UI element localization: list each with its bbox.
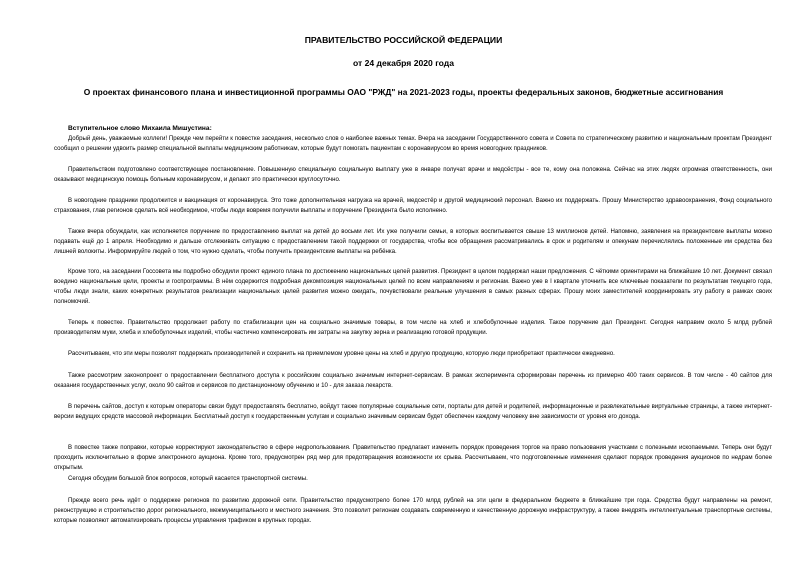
paragraph-5: Кроме того, на заседании Госсовета мы подробно обсудили проект единого плана по достижению национальных целей развития. Президент в целом поддержал наши предложения. С чёткими ориентирами на ближайшие 10 лет. Документ связал воедино национальные цели, проекты и госпрограммы. В нём содержится подробная декомпозиция национальных целей по всем направлениям и регионам. Важно уже в I квартале уточнить все ключевые показатели по результатам текущего года, чтобы люди знали, каких конкретных результатов реализации национальных целей развития можно ожидать, почувствовали реальные улучшения в самых разных сферах. Прошу моих заместителей координировать эту работу в рамках своих полномочий.: [54, 268, 772, 305]
paragraph-11: Сегодня обсудим большой блок вопросов, который касается транспортной системы.: [68, 475, 308, 482]
paragraph-6: Теперь к повестке. Правительство продолжает работу по стабилизации цен на социально значимые товары, в том числе на хлеб и хлебобулочные изделия. Такое поручение дал Президент. Сегодня направим около 5 млрд рублей производителям муки, хлеба и хлебобулочных изделий, чтобы частично компенсировать им затраты на закупку зерна и реализацию готовой продукции.: [54, 319, 772, 336]
paragraph-7: Рассчитываем, что эти меры позволят поддержать производителей и сохранить на приемлемом уровне цены на хлеб и другую продукцию, которую люди приобретают практически ежедневно.: [68, 350, 615, 357]
speaker-heading: Вступительное слово Михаила Мишустина:: [68, 125, 212, 132]
paragraph-1: Добрый день, уважаемые коллеги! Прежде чем перейти к повестке заседания, несколько слов о наиболее важных темах. Вчера на заседании Государственного совета и Совета по стратегическому развитию и национальным проектам Президент сообщил о решении удвоить размер специальной выплаты медицинским работникам, которые будут помогать пациентам с коронавирусом во время новогодних праздников.: [54, 135, 772, 152]
document-date: от 24 декабря 2020 года: [352, 58, 455, 68]
paragraph-9: В перечень сайтов, доступ к которым операторы связи будут предоставлять бесплатно, войдут также популярные социальные сети, порталы для детей и родителей, информационные и развлекательные виртуальные страницы, а также интернет-версии ведущих средств массовой информации. Бесплатный доступ к государственным услугам и социально значимым сервисам будет обеспечен каждому человеку вне зависимости от уровня его дохода.: [54, 403, 772, 420]
paragraph-4: Также вчера обсуждали, как исполняется поручение по предоставлению выплат на детей до восьми лет. Их уже получили семьи, в которых воспитывается свыше 13 миллионов детей. Напомню, заявления на президентские выплаты можно подавать ещё до 1 апреля. Необходимо и дальше отслеживать ситуацию с предоставлением такой поддержки от государства, чтобы все обращения рассматривались в срок и родителям и опекунам перечислялись положенные им средства без лишней волокиты. Информируйте людей о том, что нужно сделать, чтобы получить президентские выплаты на ребёнка.: [54, 228, 772, 255]
paragraph-3: В новогодние праздники продолжится и вакцинация от коронавируса. Это тоже дополнительная нагрузка на врачей, медсестёр и другой медицинский персонал. Важно их поддержать. Прошу Министерство здравоохранения, Фонд социального страхования, глав регионов сделать всё необходимое, чтобы люди вовремя получили выплаты и поручение Президента было исполнено.: [54, 197, 772, 214]
paragraph-10: В повестке также поправки, которые корректируют законодательство в сфере недропользования. Правительство предлагает изменить порядок проведения торгов на право пользования участками с полезными ископаемыми. Теперь они будут проходить исключительно в форме электронного аукциона. Кроме того, предусмотрен ряд мер для предотвращения возможности их срыва. Рассчитываем, что подготовленные изменения сделают порядок проведения аукционов по недрам более открытым.: [54, 444, 772, 471]
government-heading: ПРАВИТЕЛЬСТВО РОССИЙСКОЙ ФЕДЕРАЦИИ: [304, 35, 503, 45]
document-title: О проектах финансового плана и инвестиционной программы ОАО "РЖД" на 2021-2023 годы, проекты федеральных законов, бюджетные ассигнования: [83, 87, 724, 97]
paragraph-8: Также рассмотрим законопроект о предоставлении бесплатного доступа к российским социально значимым интернет-сервисам. В рамках эксперимента сформирован перечень из примерно 400 таких сервисов. В том числе - 40 сайтов для оказания государственных услуг, около 90 сайтов и сервисов по дистанционному обучению и 10 - для заказа лекарств.: [54, 372, 772, 389]
paragraph-12: Прежде всего речь идёт о поддержке регионов по развитию дорожной сети. Правительство предусмотрело более 170 млрд рублей на эти цели в федеральном бюджете в ближайшие три года. Средства будут направлены на ремонт, реконструкцию и строительство дорог регионального, межмуниципального и местного значения. Это позволит регионам создавать современную и качественную дорожную инфраструктуру, а также внедрять интеллектуальные транспортные системы, которые позволяют автоматизировать процессы управления трафиком в крупных городах.: [54, 497, 772, 524]
paragraph-2: Правительством подготовлено соответствующее постановление. Повышенную специальную социальную выплату уже в январе получат врачи и медсёстры - все те, кому она положена. Сейчас на этих людях огромная ответственность, они оказывают медицинскую помощь больным коронавирусом, и делают это практически круглосуточно.: [54, 166, 772, 183]
